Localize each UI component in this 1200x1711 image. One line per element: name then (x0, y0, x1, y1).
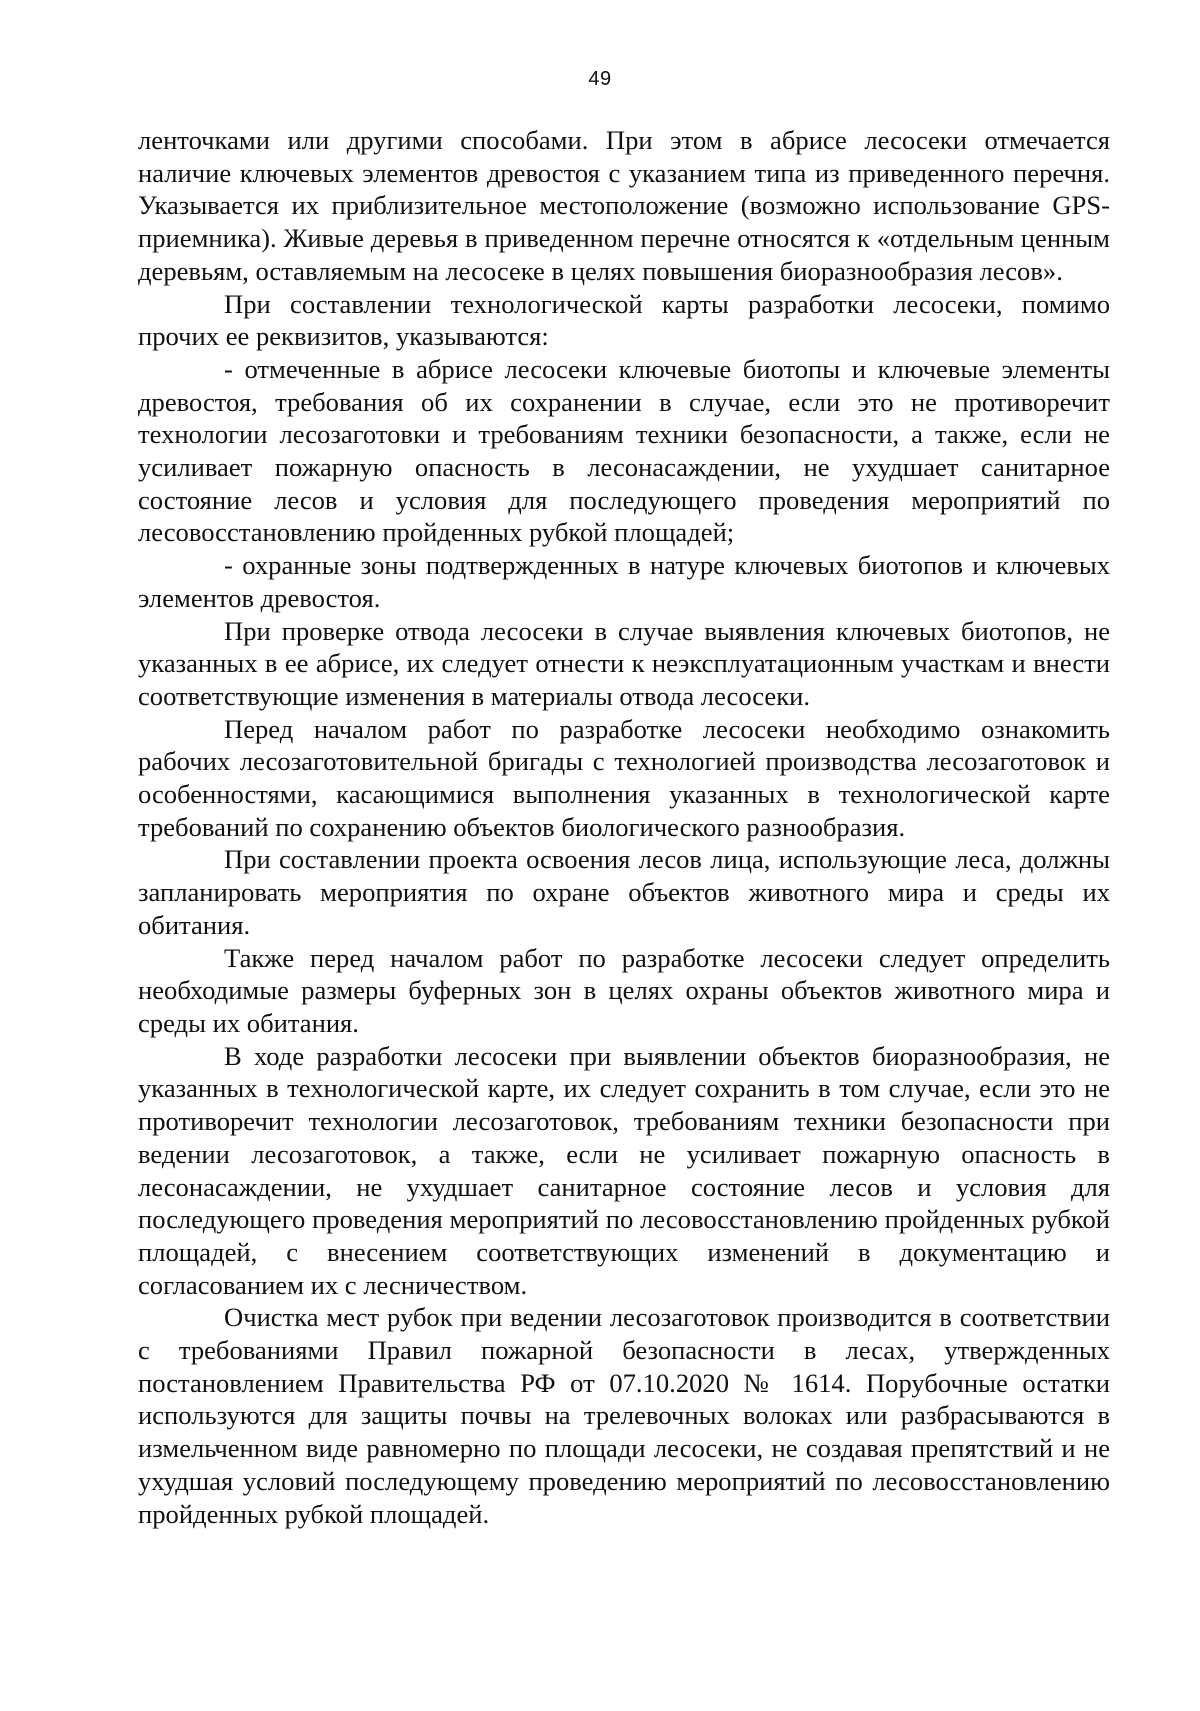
paragraph-buffer-zones: Также перед началом работ по разработке лесосеки следует определить необходимые размеры буферных зон в целях охраны объектов животного мира и среды их обитания. (138, 942, 1110, 1038)
paragraph-tech-map-requisites: При составлении технологической карты разработки лесосеки, помимо прочих ее реквизитов, указываются: (138, 288, 1110, 352)
paragraph-allotment-check: При проверке отвода лесосеки в случае выявления ключевых биотопов, не указанных в ее абрисе, их следует отнести к неэксплуатационным участкам и внести соответствующие изменения в материалы отвода лесосеки. (138, 615, 1110, 711)
list-item-protection-zones: - охранные зоны подтвержденных в натуре ключевых биотопов и ключевых элементов древостоя. (138, 550, 1110, 613)
list-item-key-biotopes: - отмеченные в абрисе лесосеки ключевые биотопы и ключевые элементы древостоя, требования об их сохранении в случае, если это не противоречит технологии лесозаготовки и требованиям техники безопасности, а также, если не усиливает пожарную опасность в лесонасаждении, не ухудшает санитарное состояние лесов и условия для последующего проведения мероприятий по лесовосстановлению пройденных рубкой площадей; (138, 353, 1110, 548)
paragraph-biodiversity-detection: В ходе разработки лесосеки при выявлении объектов биоразнообразия, не указанных в технологической карте, их следует сохранить в том случае, если это не противоречит технологии лесозаготовок, требованиям техники безопасности при ведении лесозаготовок, а также, если не усиливает пожарную опасность в лесонасаждении, не ухудшает санитарное состояние лесов и условия для последующего проведения мероприятий по лесовосстановлению пройденных рубкой площадей, с внесением соответствующих изменений в документацию и согласованием их с лесничеством. (138, 1040, 1110, 1300)
page-number: 49 (588, 68, 612, 90)
paragraph-cutting-cleanup: Очистка мест рубок при ведении лесозаготовок производится в соответствии с требованиями Правил пожарной безопасности в лесах, утвержденных постановлением Правительства РФ от 07.10.2020 № 1614. Порубочные остатки используются для защиты почвы на трелевочных волоках или разбрасываются в измельченном виде равномерно по площади лесосеки, не создавая препятствий и не ухудшая условий последующему проведению мероприятий по лесовосстановлению пройденных рубкой площадей. (138, 1302, 1110, 1529)
document-body (138, 124, 1110, 1530)
paragraph-crew-briefing: Перед началом работ по разработке лесосеки необходимо ознакомить рабочих лесозаготовительной бригады с технологией производства лесозаготовок и особенностями, касающимися выполнения указанных в технологической карте требований по сохранению объектов биологического разнообразия. (138, 713, 1110, 842)
paragraph-forest-project: При составлении проекта освоения лесов лица, использующие леса, должны запланировать мероприятия по охране объектов животного мира и среды их обитания. (138, 844, 1110, 940)
paragraph-continuation: ленточками или другими способами. При этом в абрисе лесосеки отмечается наличие ключевых элементов древостоя с указанием типа из приведенного перечня. Указывается их приблизительное местоположение (возможно использование GPS-приемника). Живые деревья в приведенном перечне относятся к «отдельным ценным деревьям, оставляемым на лесосеке в целях повышения биоразнообразия лесов». (138, 125, 1110, 286)
